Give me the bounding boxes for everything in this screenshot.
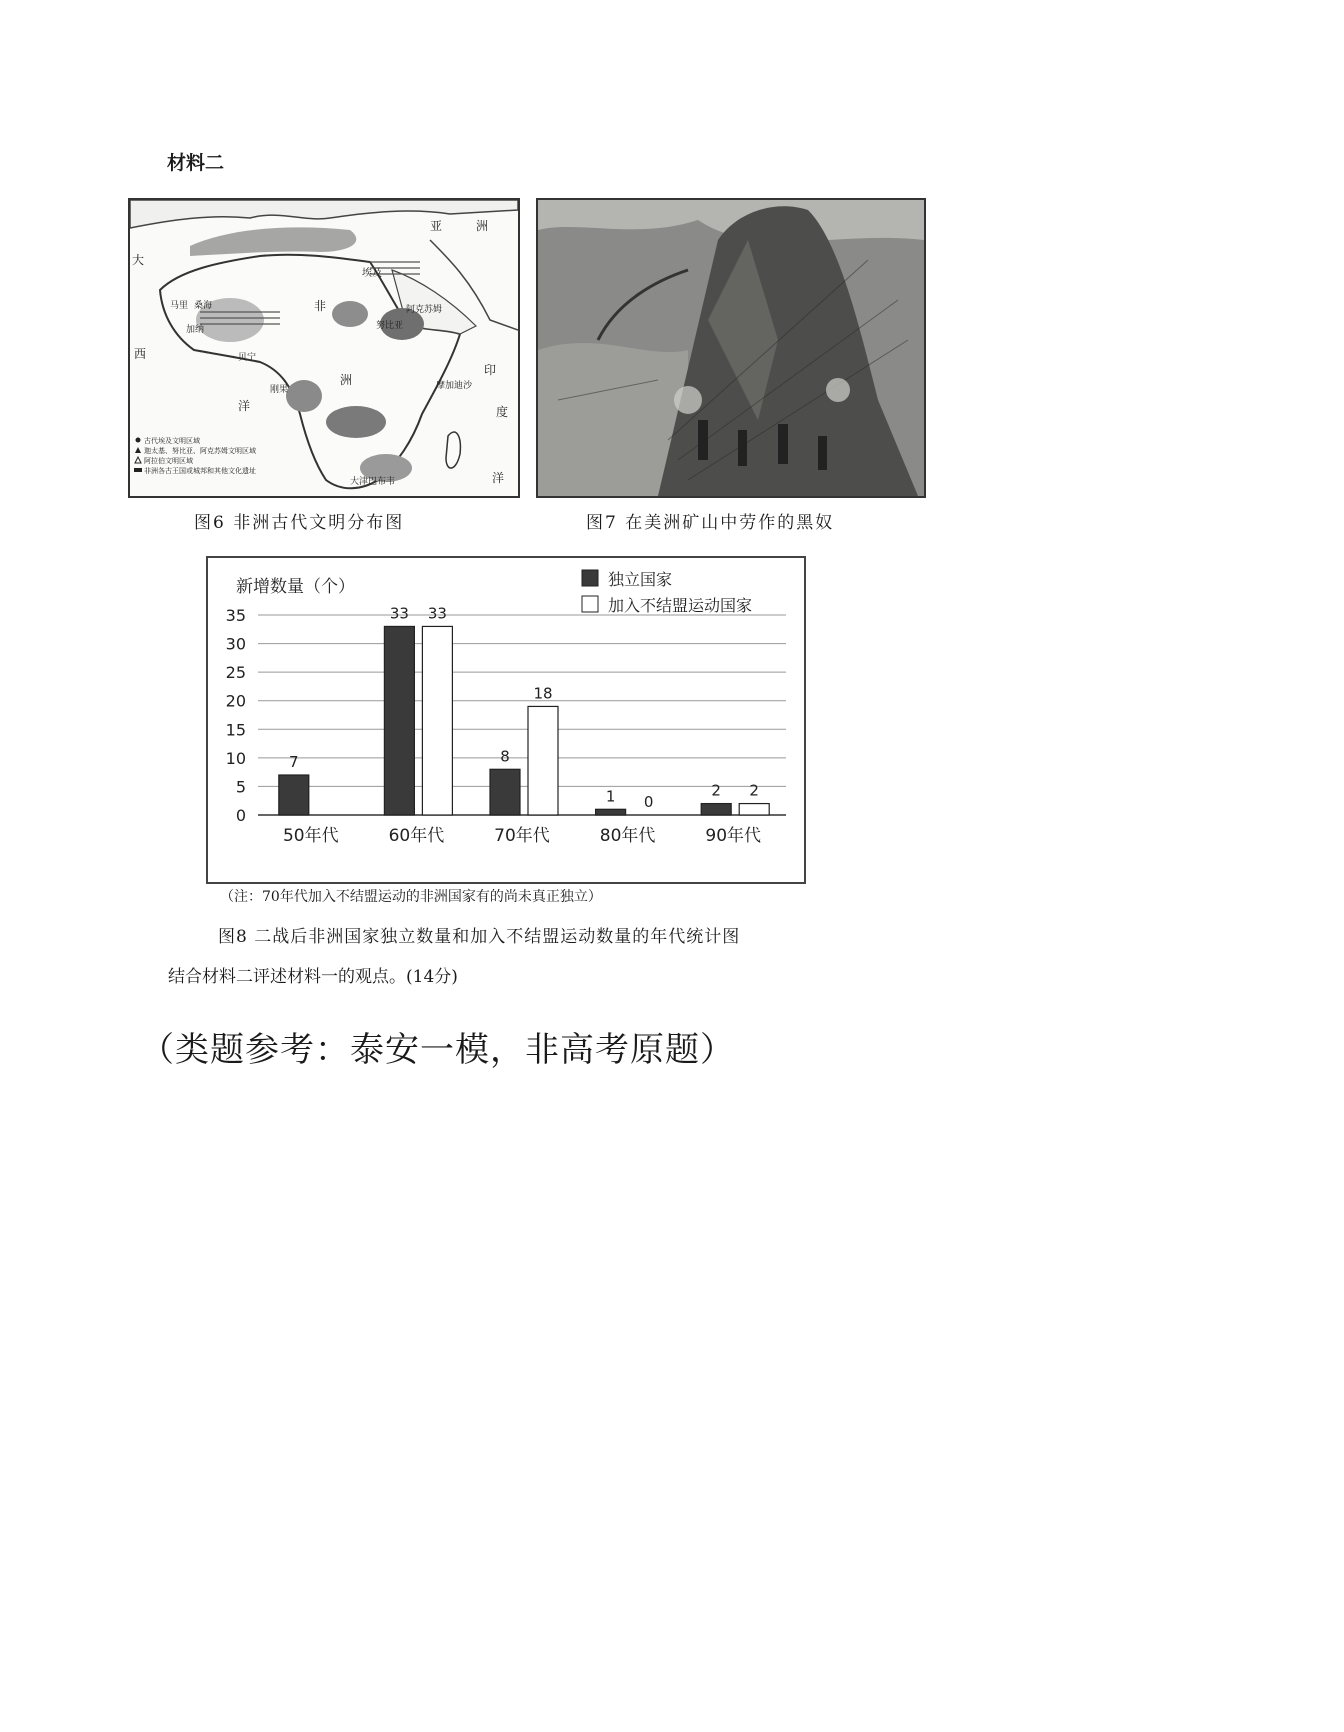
fig8-caption: 图8 二战后非洲国家独立数量和加入不结盟运动数量的年代统计图 <box>218 927 741 947</box>
mine-engraving-figure <box>536 198 926 498</box>
map-legend-item: 迦太基、努比亚、阿克苏姆文明区域 <box>144 447 256 455</box>
bar <box>490 769 520 815</box>
map-label: 刚果 <box>270 385 289 395</box>
fig6-caption: 图6 非洲古代文明分布图 <box>194 513 405 533</box>
bar-value-label: 2 <box>711 781 721 800</box>
y-tick-label: 25 <box>225 663 246 683</box>
bar-value-label: 8 <box>500 747 510 766</box>
reference-note: （类题参考：泰安一模，非高考原题） <box>140 1030 735 1070</box>
legend-label-nonaligned: 加入不结盟运动国家 <box>608 596 753 615</box>
map-label: 非 <box>314 299 327 313</box>
bar-value-label: 33 <box>427 604 447 623</box>
map-label: 埃及 <box>362 268 382 279</box>
bar-value-label: 33 <box>389 604 409 623</box>
y-tick-label: 15 <box>225 720 246 740</box>
chart-legend <box>582 570 752 615</box>
chart-note: （注：70年代加入不结盟运动的非洲国家有的尚未真正独立） <box>220 889 602 905</box>
material-title: 材料二 <box>167 152 225 174</box>
map-label: 大津巴布韦 <box>350 477 396 487</box>
mine-engraving <box>538 200 924 496</box>
question-text: 结合材料二评述材料一的观点。(14分) <box>168 967 458 987</box>
fig7-caption: 图7 在美洲矿山中劳作的黑奴 <box>586 513 835 533</box>
bar-value-label: 0 <box>643 793 654 811</box>
y-tick-label: 20 <box>225 691 246 711</box>
legend-swatch-nonaligned <box>582 596 598 612</box>
y-tick-label: 10 <box>225 748 246 768</box>
bar-value-label: 2 <box>749 781 759 800</box>
bar <box>739 804 769 815</box>
x-tick-label: 50年代 <box>282 826 339 846</box>
bar <box>384 626 414 815</box>
bar-value-label: 1 <box>605 787 616 806</box>
map-legend-item: 非洲各古王国或城邦和其他文化遗址 <box>144 467 256 475</box>
bar <box>596 809 626 815</box>
bar-value-label: 18 <box>533 684 553 703</box>
bar <box>279 775 309 815</box>
y-tick-label: 0 <box>235 806 246 825</box>
independence-bar-chart <box>206 556 806 884</box>
map-label: 印 <box>484 363 497 377</box>
map-label: 洋 <box>492 471 505 485</box>
map-label: 度 <box>496 405 509 419</box>
africa-map <box>130 200 518 496</box>
map-label: 加纳 <box>186 325 205 335</box>
y-tick-label: 30 <box>225 634 246 654</box>
map-label: 阿克苏姆 <box>406 305 443 315</box>
map-legend-item: 阿拉伯文明区域 <box>144 457 193 465</box>
y-tick-label: 35 <box>225 606 246 625</box>
map-label: 洲 <box>476 219 489 233</box>
chart-ylabel: 新增数量（个） <box>236 577 355 597</box>
map-label: 亚 <box>430 219 443 233</box>
map-label: 桑海 <box>194 301 213 311</box>
map-label: 摩加迪沙 <box>436 381 473 391</box>
bar-value-label: 7 <box>289 753 299 771</box>
legend-swatch-independent <box>582 570 598 586</box>
map-label: 洋 <box>238 399 251 413</box>
map-label: 努比亚 <box>376 321 404 331</box>
map-label: 贝宁 <box>238 353 257 363</box>
map-label: 洲 <box>340 373 353 387</box>
map-legend-item: 古代埃及文明区域 <box>144 437 200 445</box>
x-tick-label: 90年代 <box>705 826 762 846</box>
legend-label-independent: 独立国家 <box>608 570 673 589</box>
map-label: 西 <box>134 347 147 361</box>
map-label: 马里 <box>170 301 189 311</box>
africa-map-figure <box>128 198 520 498</box>
map-legend <box>134 436 256 475</box>
x-tick-label: 60年代 <box>388 826 445 846</box>
x-tick-label: 70年代 <box>494 826 550 846</box>
y-tick-label: 5 <box>235 777 246 797</box>
map-label: 大 <box>132 253 145 267</box>
bar <box>422 626 452 815</box>
bar <box>528 706 558 815</box>
chart-svg <box>208 558 804 882</box>
x-tick-label: 80年代 <box>599 826 656 846</box>
bar <box>701 804 731 815</box>
